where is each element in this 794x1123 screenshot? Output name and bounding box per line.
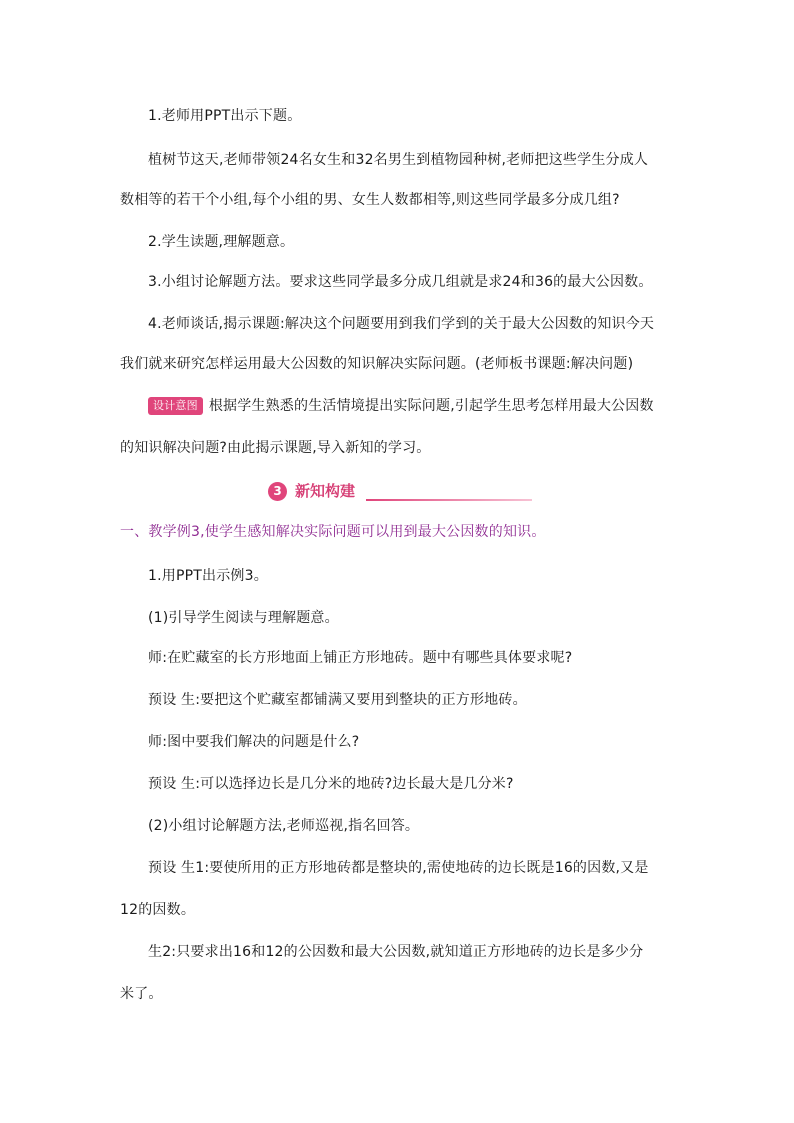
body-line: (1)引导学生阅读与理解题意。 <box>148 610 339 626</box>
design-intent-text-1: 根据学生熟悉的生活情境提出实际问题,引起学生思考怎样用最大公因数 <box>208 398 654 414</box>
section-underline <box>366 499 532 501</box>
paragraph-step-4-line-2: 我们就来研究怎样运用最大公因数的知识解决实际问题。(老师板书课题:解决问题) <box>120 356 634 372</box>
body-line: (2)小组讨论解题方法,老师巡视,指名回答。 <box>148 818 420 834</box>
body-line: 生2:只要求出16和12的公因数和最大公因数,就知道正方形地砖的边长是多少分 <box>148 944 644 960</box>
body-line: 预设 生:可以选择边长是几分米的地砖?边长最大是几分米? <box>148 776 514 792</box>
body-line: 1.用PPT出示例3。 <box>148 568 268 584</box>
design-intent-line-2: 的知识解决问题?由此揭示课题,导入新知的学习。 <box>120 440 431 456</box>
paragraph-problem-line-1: 植树节这天,老师带领24名女生和32名男生到植物园种树,老师把这些学生分成人 <box>148 152 649 168</box>
paragraph-problem-line-2: 数相等的若干个小组,每个小组的男、女生人数都相等,则这些同学最多分成几组? <box>120 192 620 208</box>
body-line: 米了。 <box>120 986 163 1002</box>
paragraph-step-2: 2.学生读题,理解题意。 <box>148 234 295 250</box>
design-intent-badge: 设计意图 <box>148 397 203 415</box>
section-title: 新知构建 <box>295 482 356 500</box>
paragraph-step-1: 1.老师用PPT出示下题。 <box>148 108 302 124</box>
design-intent-line-1 <box>148 396 708 416</box>
body-line: 师:图中要我们解决的问题是什么? <box>148 734 360 750</box>
body-line: 12的因数。 <box>120 902 196 918</box>
section-header <box>268 481 532 505</box>
body-line: 师:在贮藏室的长方形地面上铺正方形地砖。题中有哪些具体要求呢? <box>148 650 573 666</box>
section-number-badge: 3 <box>268 482 287 501</box>
paragraph-step-4-line-1: 4.老师谈话,揭示课题:解决这个问题要用到我们学到的关于最大公因数的知识今天 <box>148 316 655 332</box>
paragraph-step-3: 3.小组讨论解题方法。要求这些同学最多分成几组就是求24和36的最大公因数。 <box>148 274 653 290</box>
body-line: 预设 生1:要使所用的正方形地砖都是整块的,需使地砖的边长既是16的因数,又是 <box>148 860 649 876</box>
body-line: 预设 生:要把这个贮藏室都铺满又要用到整块的正方形地砖。 <box>148 692 527 708</box>
subsection-heading: 一、教学例3,使学生感知解决实际问题可以用到最大公因数的知识。 <box>120 524 546 540</box>
